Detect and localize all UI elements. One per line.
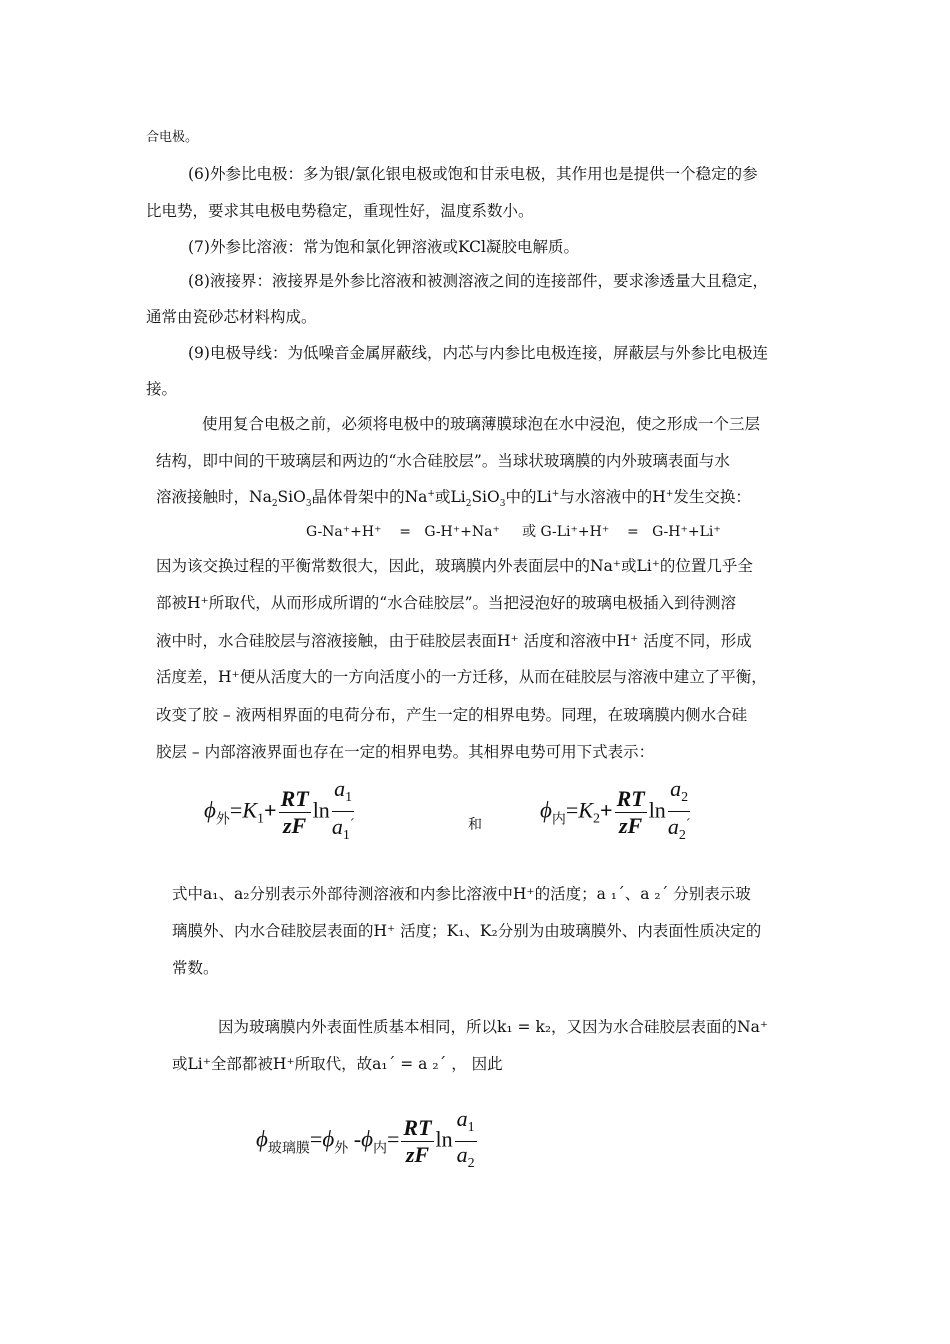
equals-sign: = [565,797,579,823]
plus-sign: + [600,797,613,823]
text-line: 胶层 – 内部溶液界面也存在一定的相界电势。其相界电势可用下式表示： [156,743,655,761]
ln-operator: ln [435,1126,453,1152]
activity-symbol: a [456,1142,468,1167]
text-span: 溶液接触时，Na [156,488,272,506]
conjunction-he: 和 [468,817,482,833]
fraction-denominator: zF [283,813,307,838]
text-line: 改变了胶 – 液两相界面的电荷分布，产生一定的相界电势。同理，在玻璃膜内侧水合硅 [156,706,748,724]
fraction-activity [332,776,355,849]
text-line: 活度差，H⁺便从活度大的一方向活度小的一方迁移，从而在硅胶层与溶液中建立了平衡， [156,668,767,686]
fraction-denominator: zF [619,813,643,838]
fraction-denominator: zF [405,1142,430,1167]
activity-symbol: a [670,776,682,801]
phi-symbol: ϕ [361,1126,373,1152]
equation-glass-membrane-potential [256,1106,479,1177]
text-span: 或Li [434,488,466,506]
superscript: + [427,488,435,499]
equation-outer-potential [204,776,356,849]
fraction-numerator: RT [280,786,309,811]
constant-k-subscript: 1 [257,811,265,827]
phi-symbol: ϕ [256,1126,268,1152]
subscript: 2 [465,499,472,510]
superscript: + [665,488,674,499]
text-line: 使用复合电极之前，必须将电极中的玻璃薄膜球泡在水中浸泡，使之形成一个三层 [202,415,761,433]
text-line: 液中时，水合硅胶层与溶液接触，由于硅胶层表面H⁺ 活度和溶液中H⁺ 活度不同，形成 [156,632,752,650]
text-line: 部被H⁺所取代，从而形成所谓的“水合硅胶层”。当把浸泡好的玻璃电极插入到待测溶 [156,594,737,612]
text-line: 因为玻璃膜内外表面性质基本相同，所以k₁ = k₂，又因为水合硅胶层表面的Na⁺ [218,1018,769,1036]
reaction-equation: G-Na⁺+H⁺ = G-H⁺+Na⁺ 或 G-Li⁺+H⁺ = G-H⁺+Li⁺ [306,524,721,540]
subscript: 3 [499,499,506,510]
phi-symbol: ϕ [322,1126,335,1152]
phi-symbol: ϕ [204,797,216,823]
subscript: 2 [271,499,278,510]
equation-subscript: 内 [551,811,566,828]
fraction-numerator [455,1106,477,1142]
constant-k: K [578,797,594,823]
fraction-denominator [455,1142,477,1177]
activity-symbol: a [667,814,679,839]
activity-subscript: 2 [678,828,686,843]
equals-sign: = [386,1126,400,1152]
text-line: 璃膜外、内水合硅胶层表面的H⁺ 活度；K₁、K₂分别为由玻璃膜外、内表面性质决定的 [172,922,762,940]
text-line: 合电极。 [146,130,199,145]
activity-subscript: 1 [345,790,353,805]
equals-sign: = [229,797,243,823]
equation-subscript: 玻璃膜 [267,1140,310,1157]
fraction-numerator: RT [403,1115,432,1140]
text-line: 接。 [146,380,178,398]
text-line: 结构，即中间的干玻璃层和两边的“水合硅胶层”。当球状玻璃膜的内外玻璃表面与水 [156,452,730,470]
text-line: 或Li⁺全部都被H⁺所取代，故a₁´ = a ₂´ ， 因此 [172,1055,503,1073]
minus-sign: - [348,1126,362,1152]
text-line: (6)外参比电极：多为银/氯化银电极或饱和甘汞电极，其作用也是提供一个稳定的参 [188,165,758,183]
fraction-numerator [332,776,355,812]
constant-k-subscript: 2 [593,811,601,827]
fraction-denominator [668,812,691,849]
fraction-activity [668,776,691,849]
text-line: 式中a₁、a₂分别表示外部待测溶液和内参比溶液中H⁺的活度；a ₁´、a ₂´ 分别表示玻 [172,885,751,903]
fraction-denominator [332,812,355,849]
activity-symbol: a [456,1106,468,1131]
text-span: 发生交换： [673,488,751,506]
plus-sign: + [264,797,277,823]
text-line [156,487,751,510]
equation-inner-potential [540,776,692,849]
ln-operator: ln [648,797,666,823]
fraction-rt-zf [615,786,647,839]
equation-subscript: 外 [334,1140,349,1157]
text-span: SiO [471,488,500,506]
text-line: 通常由瓷砂芯材料构成。 [146,308,317,326]
fraction-rt-zf [279,786,311,839]
text-span: 中的Li [505,488,552,506]
ln-operator: ln [312,797,330,823]
activity-subscript: 1 [342,828,350,843]
text-span: SiO [277,488,306,506]
equation-subscript: 外 [215,811,230,828]
equals-sign: = [309,1126,323,1152]
prime-mark: ´ [685,817,691,832]
fraction-activity [455,1106,477,1177]
activity-symbol: a [334,776,346,801]
activity-symbol: a [331,814,343,839]
activity-subscript: 1 [467,1120,475,1135]
phi-symbol: ϕ [540,797,552,823]
text-line: 常数。 [172,959,219,977]
text-span: 晶体骨架中的Na [311,488,428,506]
superscript: + [551,488,560,499]
fraction-numerator: RT [616,786,645,811]
activity-subscript: 2 [681,790,689,805]
text-line: 因为该交换过程的平衡常数很大，因此，玻璃膜内外表面层中的Na⁺或Li⁺的位置几乎全 [156,557,753,575]
text-line: (9)电极导线：为低噪音金属屏蔽线，内芯与内参比电极连接，屏蔽层与外参比电极连 [188,344,768,362]
constant-k: K [242,797,258,823]
prime-mark: ´ [349,817,355,832]
text-line: (8)液接界：液接界是外参比溶液和被测溶液之间的连接部件，要求渗透量大且稳定， [188,272,768,290]
text-span: 与水溶液中的H [559,488,666,506]
text-line: 比电势，要求其电极电势稳定，重现性好，温度系数小。 [146,202,534,220]
equation-subscript: 内 [372,1140,387,1157]
text-line: (7)外参比溶液：常为饱和氯化钾溶液或KCl凝胶电解质。 [188,238,579,256]
subscript: 3 [305,499,312,510]
activity-subscript: 2 [467,1156,475,1171]
fraction-rt-zf [401,1115,433,1168]
fraction-numerator [668,776,691,812]
